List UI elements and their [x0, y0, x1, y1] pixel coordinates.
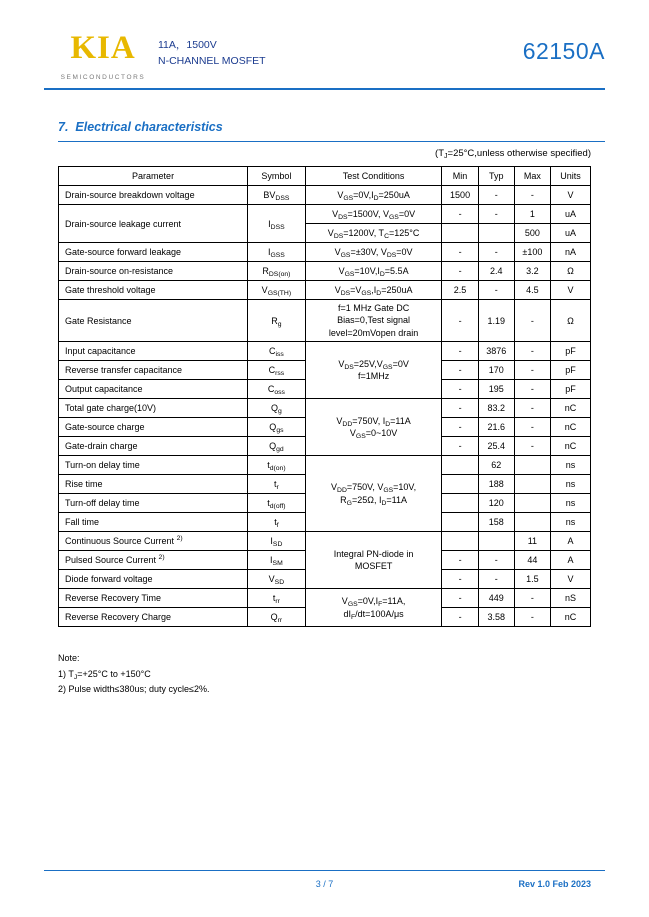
cell-symbol: $t_{d(on)}$	[248, 456, 306, 475]
cell-max	[514, 513, 550, 532]
cell-symbol: $Q_{gd}$	[248, 437, 306, 456]
table-row	[59, 243, 591, 262]
column-header-typ: Typ	[478, 167, 514, 186]
cell-max	[514, 475, 550, 494]
part-number: 62150A	[522, 38, 605, 64]
table-row	[59, 399, 591, 418]
cell-symbol: $R_g$	[248, 300, 306, 342]
cell-units: ns	[550, 475, 590, 494]
cell-symbol: $R_{DS(on)}$	[248, 262, 306, 281]
cell-parameter: Gate-source forward leakage	[59, 243, 248, 262]
cell-min: -	[442, 342, 478, 361]
cell-parameter: Reverse transfer capacitance	[59, 361, 248, 380]
cell-typ: 25.4	[478, 437, 514, 456]
cell-parameter: Gate-drain charge	[59, 437, 248, 456]
cell-units: nC	[550, 399, 590, 418]
cell-units: nC	[550, 437, 590, 456]
cell-typ	[478, 224, 514, 243]
part-type-line: N-CHANNEL MOSFET	[158, 54, 266, 67]
cell-units: nA	[550, 243, 590, 262]
notes-heading: Note:	[58, 653, 80, 663]
cell-max: -	[514, 300, 550, 342]
cell-condition: $V_{GS}=0V,I_D=250uA$	[305, 186, 442, 205]
cell-units: nS	[550, 589, 590, 608]
cell-parameter: Turn-on delay time	[59, 456, 248, 475]
cell-max: -	[514, 437, 550, 456]
table-header-row	[59, 167, 591, 186]
cell-min	[442, 456, 478, 475]
company-logo	[48, 32, 158, 81]
table-row	[59, 589, 591, 608]
cell-typ: 2.4	[478, 262, 514, 281]
cell-units: ns	[550, 513, 590, 532]
page-number: 3 / 7	[315, 879, 334, 889]
column-header-max: Max	[514, 167, 550, 186]
table-row	[59, 262, 591, 281]
cell-parameter: Diode forward voltage	[59, 570, 248, 589]
cell-units: V	[550, 570, 590, 589]
cell-min	[442, 532, 478, 551]
table-row	[59, 281, 591, 300]
section-number: 7.	[58, 120, 69, 134]
cell-symbol: $t_{rr}$	[248, 589, 306, 608]
cell-units: pF	[550, 380, 590, 399]
cell-parameter: Turn-off delay time	[59, 494, 248, 513]
cell-symbol: $Q_g$	[248, 399, 306, 418]
cell-condition: $V_{DS}=25V,V_{GS}=0V$ f=1MHz	[305, 342, 442, 399]
cell-symbol: $C_{oss}$	[248, 380, 306, 399]
table-row	[59, 300, 591, 342]
cell-symbol: $t_f$	[248, 513, 306, 532]
cell-typ: 170	[478, 361, 514, 380]
cell-parameter: Continuous Source Current $^{2)}$	[59, 532, 248, 551]
cell-units: nC	[550, 418, 590, 437]
cell-units: Ω	[550, 262, 590, 281]
cell-symbol: $C_{iss}$	[248, 342, 306, 361]
cell-typ: 188	[478, 475, 514, 494]
cell-symbol: $BV_{DSS}$	[248, 186, 306, 205]
cell-parameter: Reverse Recovery Time	[59, 589, 248, 608]
cell-units: pF	[550, 342, 590, 361]
table-row	[59, 342, 591, 361]
cell-max: -	[514, 342, 550, 361]
header-divider	[44, 88, 605, 90]
cell-units: pF	[550, 361, 590, 380]
cell-symbol: $Q_{rr}$	[248, 608, 306, 627]
cell-units: A	[550, 551, 590, 570]
cell-typ: -	[478, 205, 514, 224]
cell-parameter: Input capacitance	[59, 342, 248, 361]
cell-symbol: $V_{SD}$	[248, 570, 306, 589]
cell-condition: Integral PN-diode in MOSFET	[305, 532, 442, 589]
cell-max: -	[514, 361, 550, 380]
table-row	[59, 456, 591, 475]
cell-max: -	[514, 380, 550, 399]
cell-parameter: Gate Resistance	[59, 300, 248, 342]
column-header-conditions: Test Conditions	[305, 167, 442, 186]
section-heading	[58, 120, 223, 134]
cell-parameter: Fall time	[59, 513, 248, 532]
section-divider	[58, 141, 605, 142]
revision-label: Rev 1.0 Feb 2023	[518, 879, 591, 889]
cell-max: 1	[514, 205, 550, 224]
cell-condition: $V_{DS}=V_{GS},I_D=250uA$	[305, 281, 442, 300]
electrical-characteristics-table	[58, 166, 591, 627]
cell-typ: -	[478, 243, 514, 262]
cell-max: -	[514, 589, 550, 608]
cell-symbol: $V_{GS(TH)}$	[248, 281, 306, 300]
note-item-1: 1) $T_J=+25^\circ C$ to +150°C	[58, 668, 151, 681]
cell-units: uA	[550, 205, 590, 224]
cell-max: 3.2	[514, 262, 550, 281]
cell-condition: $V_{DD}=750V$, $I_D=11A$ $V_{GS}=0\sim 10V$	[305, 399, 442, 456]
footer-divider	[44, 870, 605, 871]
cell-typ: 62	[478, 456, 514, 475]
part-rating-line: 11A，1500V	[158, 39, 217, 51]
cell-max: 4.5	[514, 281, 550, 300]
cell-parameter: Drain-source on-resistance	[59, 262, 248, 281]
cell-min: -	[442, 437, 478, 456]
cell-min: -	[442, 243, 478, 262]
cell-min: -	[442, 608, 478, 627]
cell-symbol: $I_{SD}$	[248, 532, 306, 551]
cell-condition: $V_{GS}=10V,I_D=5.5A$	[305, 262, 442, 281]
cell-parameter: Rise time	[59, 475, 248, 494]
cell-typ: -	[478, 551, 514, 570]
cell-typ: 195	[478, 380, 514, 399]
cell-typ: 1.19	[478, 300, 514, 342]
cell-parameter: Output capacitance	[59, 380, 248, 399]
part-description	[158, 38, 266, 70]
cell-typ: 449	[478, 589, 514, 608]
cell-symbol: $t_r$	[248, 475, 306, 494]
cell-units: Ω	[550, 300, 590, 342]
cell-condition: $V_{GS}=\pm 30V$, $V_{DS}=0V$	[305, 243, 442, 262]
cell-min: -	[442, 570, 478, 589]
cell-units: A	[550, 532, 590, 551]
cell-min: -	[442, 361, 478, 380]
cell-max: -	[514, 399, 550, 418]
cell-min: -	[442, 380, 478, 399]
section-title-text: Electrical characteristics	[75, 120, 223, 134]
cell-max: ±100	[514, 243, 550, 262]
cell-min	[442, 224, 478, 243]
cell-max: 11	[514, 532, 550, 551]
cell-condition: $V_{GS}=0V,I_F=11A$, $dI_F/dt=100A/\mu s$	[305, 589, 442, 627]
cell-max: 500	[514, 224, 550, 243]
cell-min: -	[442, 300, 478, 342]
cell-max	[514, 494, 550, 513]
cell-symbol: $t_{d(off)}$	[248, 494, 306, 513]
column-header-min: Min	[442, 167, 478, 186]
cell-min: -	[442, 262, 478, 281]
cell-min	[442, 475, 478, 494]
cell-typ: -	[478, 570, 514, 589]
cell-condition: f=1 MHz Gate DC Bias=0,Test signal level=20mVopen drain	[305, 300, 442, 342]
cell-parameter: Gate threshold voltage	[59, 281, 248, 300]
cell-typ: 158	[478, 513, 514, 532]
logo-text: KIA	[70, 30, 136, 66]
cell-max: -	[514, 608, 550, 627]
cell-symbol: $Q_{gs}$	[248, 418, 306, 437]
cell-min	[442, 494, 478, 513]
cell-units: V	[550, 281, 590, 300]
cell-min: -	[442, 205, 478, 224]
cell-typ: 21.6	[478, 418, 514, 437]
cell-symbol: $I_{SM}$	[248, 551, 306, 570]
cell-typ: 3876	[478, 342, 514, 361]
table-row	[59, 186, 591, 205]
cell-units: ns	[550, 456, 590, 475]
cell-typ: -	[478, 186, 514, 205]
cell-min	[442, 513, 478, 532]
cell-parameter: Drain-source leakage current	[59, 205, 248, 243]
table-row	[59, 532, 591, 551]
cell-units: V	[550, 186, 590, 205]
cell-parameter: Reverse Recovery Charge	[59, 608, 248, 627]
cell-max	[514, 456, 550, 475]
cell-parameter: Total gate charge(10V)	[59, 399, 248, 418]
cell-max: 44	[514, 551, 550, 570]
cell-typ: 83.2	[478, 399, 514, 418]
cell-units: uA	[550, 224, 590, 243]
cell-typ: 120	[478, 494, 514, 513]
cell-symbol: $I_{GSS}$	[248, 243, 306, 262]
cell-units: nC	[550, 608, 590, 627]
cell-max: -	[514, 418, 550, 437]
footnotes	[58, 651, 209, 697]
logo-subtext: SEMICONDUCTORS	[60, 74, 146, 81]
column-header-units: Units	[550, 167, 590, 186]
cell-min: -	[442, 551, 478, 570]
page-header	[0, 0, 649, 100]
column-header-parameter: Parameter	[59, 167, 248, 186]
cell-condition: $V_{DD}=750V$, $V_{GS}=10V$, $R_G=25\Omega$, $I_D=11A$	[305, 456, 442, 532]
cell-symbol: $I_{DSS}$	[248, 205, 306, 243]
cell-min: -	[442, 589, 478, 608]
note-item-2: 2) Pulse width≤380us; duty cycle≤2%.	[58, 683, 210, 694]
cell-parameter: Gate-source charge	[59, 418, 248, 437]
cell-parameter: Drain-source breakdown voltage	[59, 186, 248, 205]
cell-typ: 3.58	[478, 608, 514, 627]
cell-typ	[478, 532, 514, 551]
cell-condition: $V_{DS}=1500V$, $V_{GS}=0V$	[305, 205, 442, 224]
cell-units: ns	[550, 494, 590, 513]
cell-max: -	[514, 186, 550, 205]
cell-min: -	[442, 418, 478, 437]
column-header-symbol: Symbol	[248, 167, 306, 186]
cell-min: -	[442, 399, 478, 418]
cell-symbol: $C_{rss}$	[248, 361, 306, 380]
cell-min: 2.5	[442, 281, 478, 300]
cell-max: 1.5	[514, 570, 550, 589]
cell-typ: -	[478, 281, 514, 300]
test-condition-note: ($T_J=25^\circ C,unless$ otherwise specified)	[435, 148, 591, 160]
cell-condition: $V_{DS}=1200V$, $T_C=125^\circ C$	[305, 224, 442, 243]
cell-min: 1500	[442, 186, 478, 205]
table-row	[59, 205, 591, 224]
cell-parameter: Pulsed Source Current $^{2)}$	[59, 551, 248, 570]
